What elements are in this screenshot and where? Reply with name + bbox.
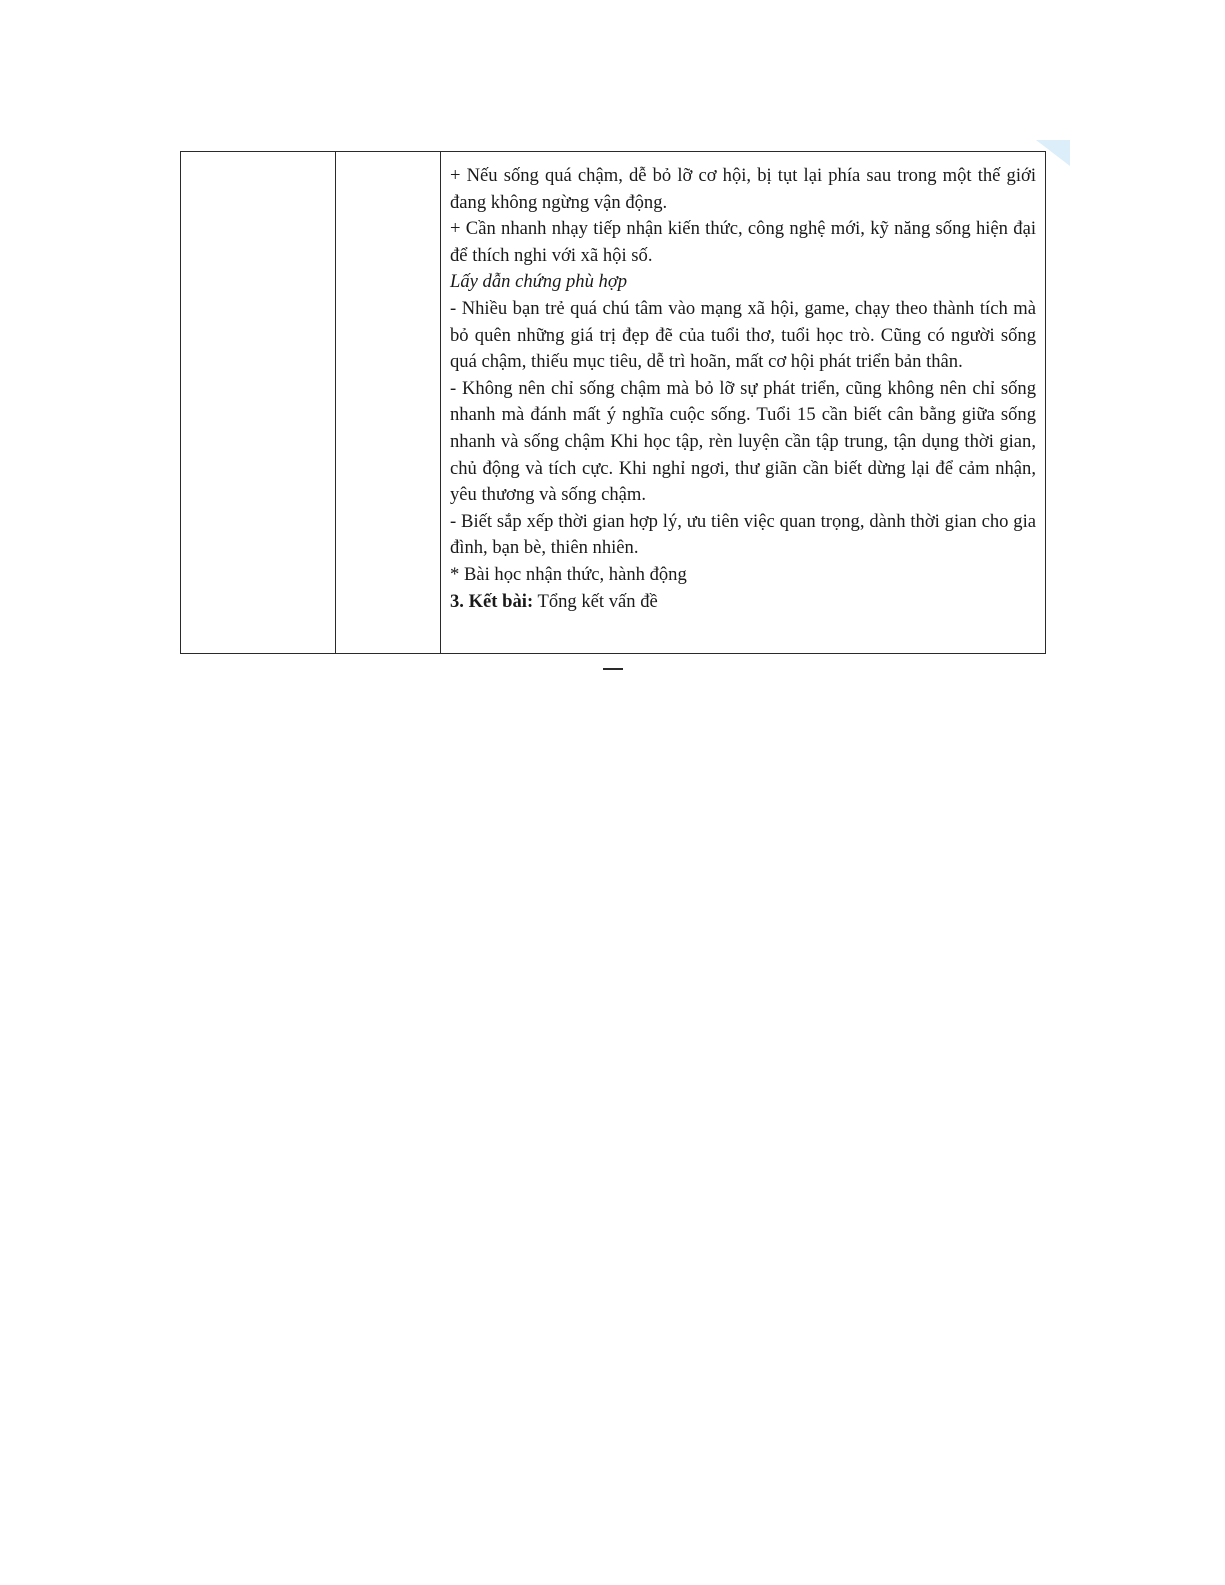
paragraph-lesson: * Bài học nhận thức, hành động [450,563,687,585]
content-cell [441,152,1046,654]
paragraph-evidence: - Nhiều bạn trẻ quá chú tâm vào mạng xã hội, game, chạy theo thành tích mà bỏ quên những giá trị đẹp đẽ của tuổi thơ, tuổi học trò. Cũng có người sống quá chậm, thiếu mục tiêu, dễ trì hoãn, mất cơ hội phát triển bản thân. [450,297,1036,373]
paragraph-adapt-quickly: + Cần nhanh nhạy tiếp nhận kiến thức, công nghệ mới, kỹ năng sống hiện đại để thích nghi với xã hội số. [450,218,1036,266]
outline-table [180,151,1046,654]
conclusion-text: Tổng kết vấn đề [533,590,658,612]
conclusion-line [450,589,1036,616]
page-separator-dash [603,668,623,670]
paragraph-balance: - Không nên chỉ sống chậm mà bỏ lỡ sự phát triển, cũng không nên chỉ sống nhanh mà đánh mất ý nghĩa cuộc sống. Tuổi 15 cần biết cân bằng giữa sống nhanh và sống chậm Khi học tập, rèn luyện cần tập trung, tận dụng thời gian, chủ động và tích cực. Khi nghỉ ngơi, thư giãn cần biết dừng lại để cảm nhận, yêu thương và sống chậm. [450,377,1036,506]
empty-cell-first [181,152,336,654]
evidence-heading: Lấy dẫn chứng phù hợp [450,271,628,293]
empty-cell-second [336,152,441,654]
paragraph-time-management: - Biết sắp xếp thời gian hợp lý, ưu tiên việc quan trọng, dành thời gian cho gia đình, bạn bè, thiên nhiên. [450,510,1036,559]
conclusion-label: 3. Kết bài: [450,590,534,612]
paragraph-slow-living-risk: + Nếu sống quá chậm, dễ bỏ lỡ cơ hội, bị tụt lại phía sau trong một thế giới đang không ngừng vận động. [450,165,1036,213]
table-row [181,152,1046,654]
